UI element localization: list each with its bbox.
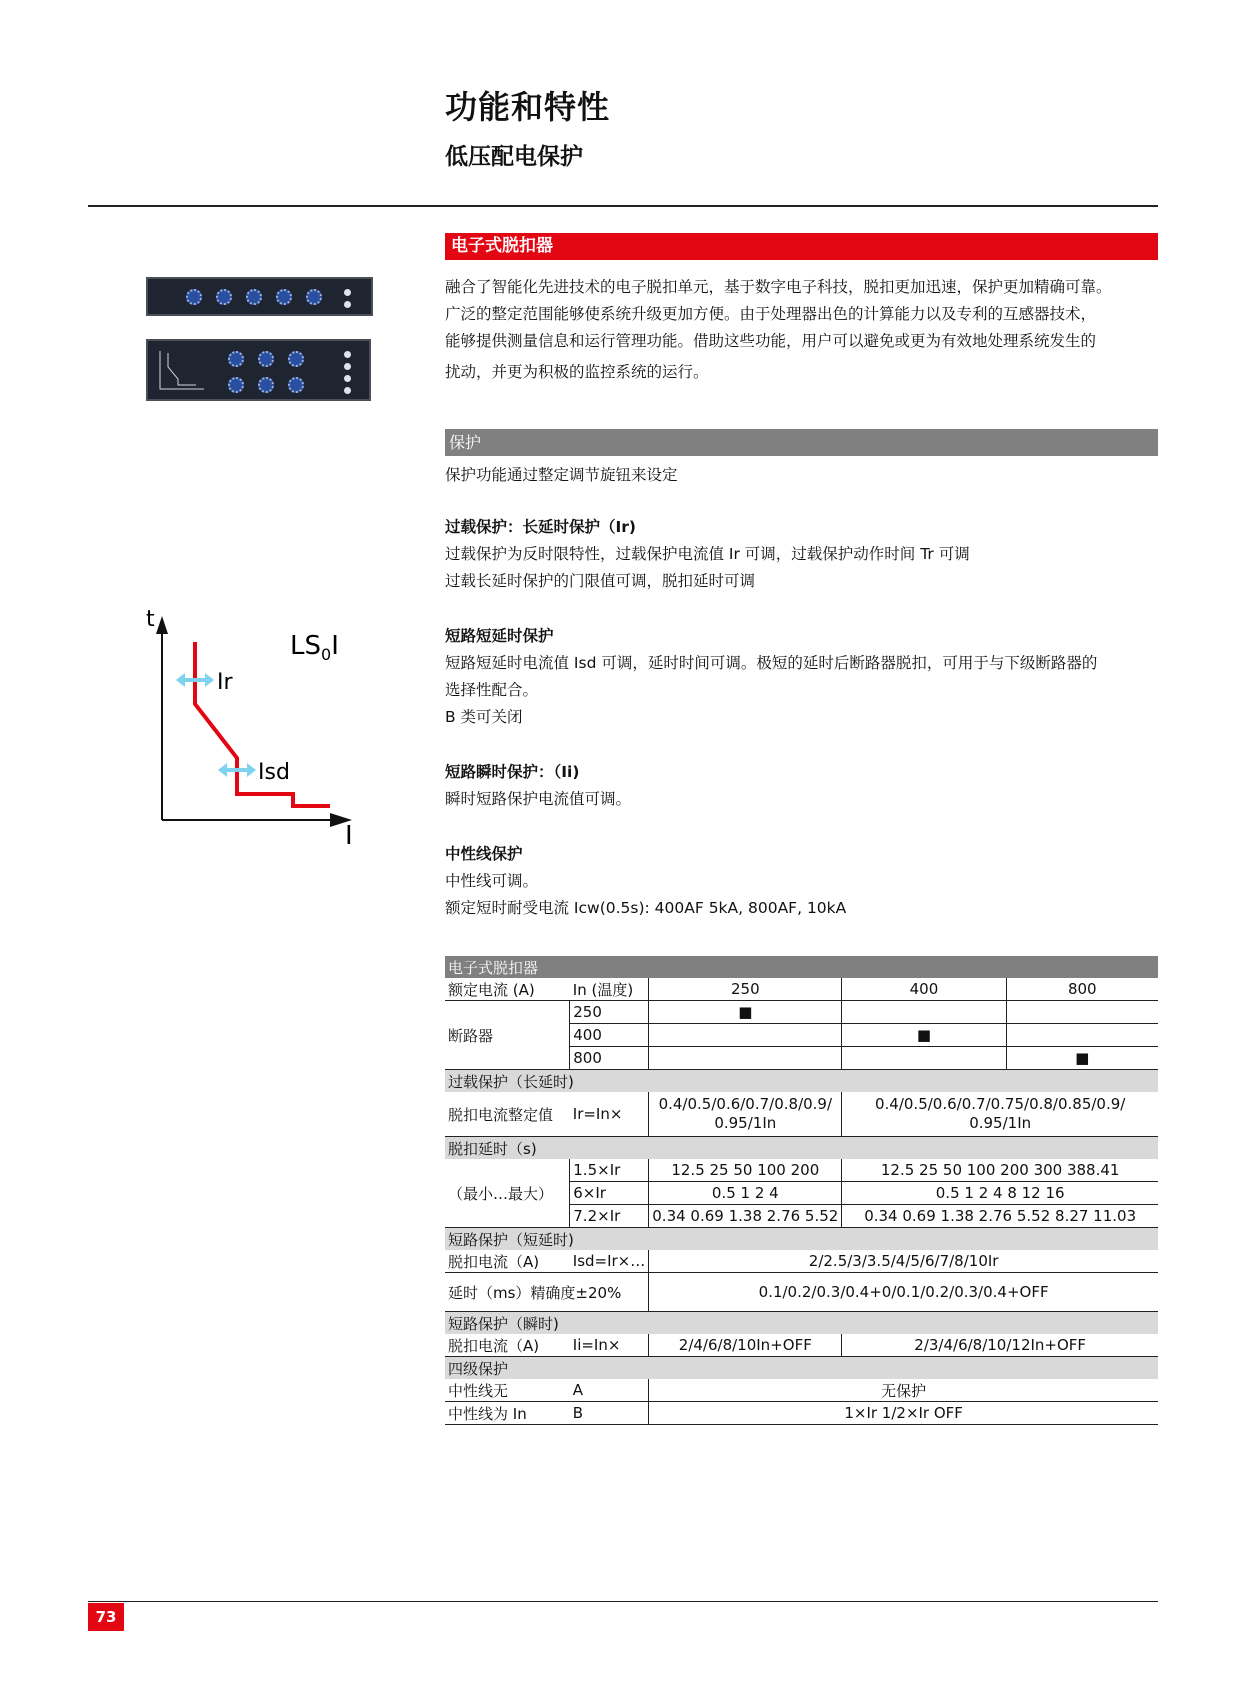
trip-current-label: 脱扣电流整定值 [445, 1092, 570, 1137]
sd-current-label: 脱扣电流（A) [445, 1250, 570, 1273]
isd-formula: Isd=Ir×… [570, 1250, 649, 1273]
intro-line: 融合了智能化先进技术的电子脱扣单元，基于数字电子科技，脱扣更加迅速，保护更加精确可靠。 [445, 278, 1112, 296]
section-heading-trip-unit: 电子式脱扣器 [445, 233, 1158, 260]
ir-400-800-cell: 0.4/0.5/0.6/0.7/0.75/0.8/0.85/0.9/ 0.95/1In [842, 1092, 1158, 1137]
overload-title: 过载保护：长延时保护（Ir) [445, 518, 636, 536]
led-icon [344, 387, 351, 394]
protection-intro: 保护功能通过整定调节旋钮来设定 [445, 466, 678, 484]
section-heading-protection: 保护 [445, 429, 1158, 456]
delay-mult: 1.5×Ir [570, 1159, 649, 1182]
dial-icon [306, 289, 322, 305]
trip-unit-panel-bottom [146, 339, 371, 401]
neutral-in-value: 1×Ir 1/2×Ir OFF [649, 1402, 1158, 1425]
neutral-none-code: A [570, 1379, 649, 1402]
short-delay-line: 短路短延时电流值 Isd 可调，延时时间可调。极短的延时后断路器脱扣，可用于与下级断路器的 [445, 654, 1098, 672]
table-row [445, 1402, 1158, 1425]
table-row [445, 1070, 1158, 1093]
sd-head: 短路保护（短延时) [445, 1228, 1158, 1251]
isd-label: Isd [258, 760, 290, 785]
four-pole-head: 四级保护 [445, 1357, 1158, 1380]
table-row [445, 1001, 1158, 1024]
intro-line: 扰动，并更为积极的监控系统的运行。 [445, 363, 709, 381]
inst-head: 短路保护（瞬时) [445, 1312, 1158, 1335]
intro-line: 能够提供测量信息和运行管理功能。借助这些功能，用户可以避免或更为有效地处理系统发生的 [445, 332, 1097, 350]
short-delay-title: 短路短延时保护 [445, 627, 554, 645]
spec-table [445, 956, 1158, 1425]
breaker-row-800: 800 [570, 1047, 649, 1070]
short-delay-block [445, 624, 1097, 731]
ir-formula: Ir=In× [570, 1092, 649, 1137]
ii-250: 2/4/6/8/10In+OFF [649, 1334, 842, 1357]
dial-icon [228, 377, 244, 393]
page-title: 功能和特性 [445, 88, 611, 126]
dial-icon [246, 289, 262, 305]
overload-line: 过载保护为反时限特性，过载保护电流值 Ir 可调，过载保护动作时间 Tr 可调 [445, 545, 970, 563]
table-row [445, 1250, 1158, 1273]
table-row [445, 1312, 1158, 1335]
neutral-in-code: B [570, 1402, 649, 1425]
delay-250: 0.34 0.69 1.38 2.76 5.52 [649, 1205, 842, 1228]
led-icon [344, 363, 351, 370]
ii-formula: Ii=In× [570, 1334, 649, 1357]
col-250: 250 [649, 978, 842, 1001]
sd-delay-values: 0.1/0.2/0.3/0.4+0/0.1/0.2/0.3/0.4+OFF [649, 1273, 1158, 1312]
table-title: 电子式脱扣器 [445, 956, 1158, 978]
dial-icon [228, 351, 244, 367]
delay-head: 脱扣延时（s) [445, 1137, 1158, 1160]
mark-icon: ■ [649, 1001, 842, 1024]
overload-head: 过载保护（长延时) [445, 1070, 1158, 1093]
sd-delay-label: 延时（ms）精确度±20% [445, 1273, 649, 1312]
table-row [445, 1357, 1158, 1380]
table-row [445, 1092, 1158, 1137]
t-axis-arrow-icon [156, 616, 168, 634]
bottom-divider [88, 1601, 1158, 1602]
page-number: 73 [88, 1603, 124, 1631]
ir-250-cell: 0.4/0.5/0.6/0.7/0.8/0.9/ 0.95/1In [649, 1092, 842, 1137]
delay-400-800: 12.5 25 50 100 200 300 388.41 [842, 1159, 1158, 1182]
table-row [445, 1379, 1158, 1402]
neutral-none-value: 无保护 [649, 1379, 1158, 1402]
dial-icon [288, 377, 304, 393]
overload-line: 过载长延时保护的门限值可调，脱扣延时可调 [445, 572, 756, 590]
table-row [445, 1334, 1158, 1357]
table-row [445, 956, 1158, 978]
table-row [445, 1228, 1158, 1251]
short-delay-line: 选择性配合。 [445, 681, 539, 699]
breaker-label: 断路器 [445, 1001, 570, 1070]
mark-icon: ■ [842, 1024, 1006, 1047]
led-icon [344, 301, 351, 308]
in-label: In (温度) [570, 978, 649, 1001]
breaker-row-250: 250 [570, 1001, 649, 1024]
dial-icon [258, 377, 274, 393]
short-delay-line: B 类可关闭 [445, 708, 523, 726]
neutral-none-label: 中性线无 [445, 1379, 570, 1402]
led-icon [344, 289, 351, 296]
page-subtitle: 低压配电保护 [445, 144, 583, 170]
dial-icon [258, 351, 274, 367]
delay-400-800: 0.34 0.69 1.38 2.76 5.52 8.27 11.03 [842, 1205, 1158, 1228]
delay-mult: 7.2×Ir [570, 1205, 649, 1228]
instant-block [445, 760, 631, 813]
inst-current-label: 脱扣电流（A) [445, 1334, 570, 1357]
i-label: I [345, 821, 353, 848]
neutral-line: 额定短时耐受电流 Icw(0.5s): 400AF 5kA, 800AF, 10kA [445, 899, 847, 917]
delay-400-800: 0.5 1 2 4 8 12 16 [842, 1182, 1158, 1205]
led-icon [344, 351, 351, 358]
mini-curve-icon [156, 349, 206, 393]
neutral-line: 中性线可调。 [445, 872, 539, 890]
table-row [445, 1137, 1158, 1160]
col-800: 800 [1006, 978, 1158, 1001]
top-divider [88, 205, 1158, 207]
intro-line: 广泛的整定范围能够使系统升级更加方便。由于处理器出色的计算能力以及专利的互感器技术， [445, 305, 1097, 323]
isd-values: 2/2.5/3/3.5/4/5/6/7/8/10Ir [649, 1250, 1158, 1273]
instant-line: 瞬时短路保护电流值可调。 [445, 790, 632, 808]
breaker-row-400: 400 [570, 1024, 649, 1047]
neutral-in-label: 中性线为 In [445, 1402, 570, 1425]
minmax-label: （最小…最大） [445, 1159, 570, 1228]
intro-paragraph [445, 274, 1158, 386]
t-label: t [146, 608, 155, 632]
delay-250: 12.5 25 50 100 200 [649, 1159, 842, 1182]
led-icon [344, 375, 351, 382]
mark-icon: ■ [1006, 1047, 1158, 1070]
rated-current-label: 额定电流 (A) [445, 978, 570, 1001]
delay-250: 0.5 1 2 4 [649, 1182, 842, 1205]
instant-title: 短路瞬时保护：（Ii) [445, 763, 580, 781]
ls-label: $LS_0I$ [290, 631, 339, 664]
dial-icon [276, 289, 292, 305]
delay-mult: 6×Ir [570, 1182, 649, 1205]
neutral-title: 中性线保护 [445, 845, 523, 863]
overload-block [445, 515, 970, 595]
dial-icon [186, 289, 202, 305]
neutral-block [445, 842, 846, 922]
table-row [445, 978, 1158, 1001]
dial-icon [288, 351, 304, 367]
table-row [445, 1159, 1158, 1182]
ir-label: Ir [217, 670, 233, 695]
dial-icon [216, 289, 232, 305]
table-row [445, 1273, 1158, 1312]
trip-unit-panel-top [146, 277, 373, 316]
trip-curve-diagram [140, 608, 370, 848]
ii-400-800: 2/3/4/6/8/10/12In+OFF [842, 1334, 1158, 1357]
col-400: 400 [842, 978, 1006, 1001]
